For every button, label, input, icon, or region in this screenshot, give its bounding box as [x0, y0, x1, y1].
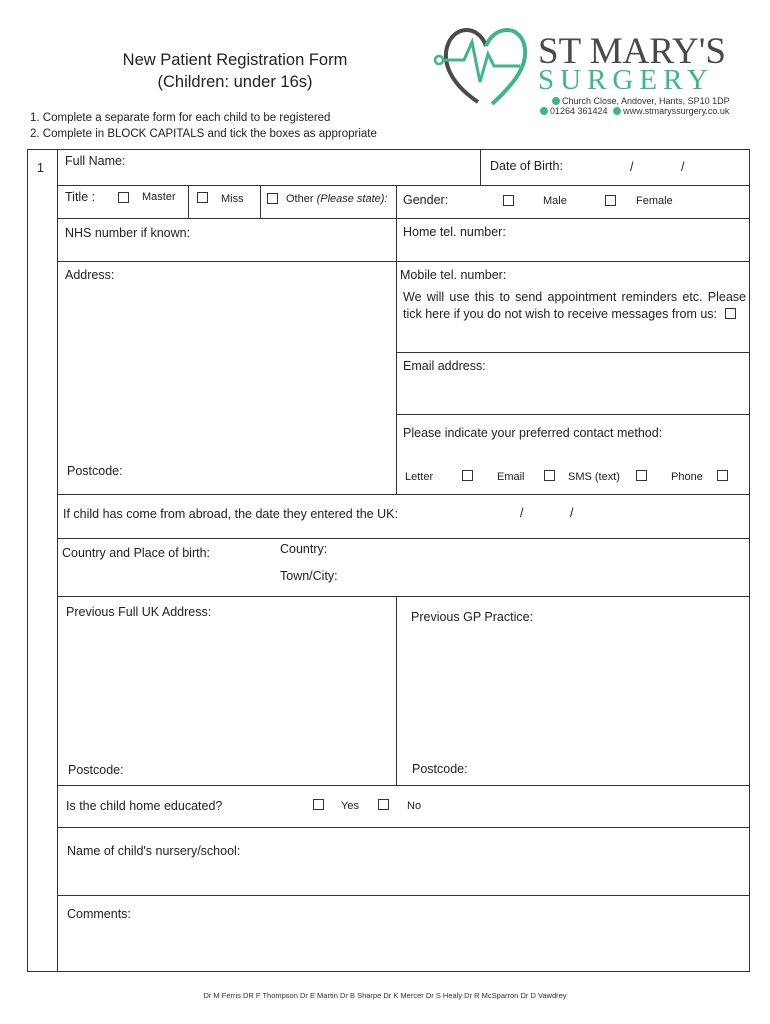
- line: [480, 149, 481, 185]
- mobile-note: We will use this to send appointment reminders etc. Please tick here if you do not wish to receive messages from us:: [403, 290, 746, 321]
- contact-letter-checkbox[interactable]: [462, 470, 473, 481]
- title-other-checkbox[interactable]: [267, 193, 278, 204]
- doctors-footer: Dr M Ferris DR F Thompson Dr E Martin Dr B Sharpe Dr K Mercer Dr S Healy Dr R McSparron Dr D Vawdrey: [203, 991, 567, 1000]
- comments-label: Comments:: [67, 907, 131, 921]
- gender-female-checkbox[interactable]: [605, 195, 616, 206]
- logo-address: Church Close, Andover, Hants, SP10 1DP: [552, 96, 730, 106]
- line: [57, 895, 750, 896]
- postcode-label: Postcode:: [67, 464, 123, 478]
- logo-website[interactable]: www.stmaryssurgery.co.uk: [623, 106, 730, 116]
- title-miss-checkbox[interactable]: [197, 192, 208, 203]
- line: [57, 827, 750, 828]
- town-label: Town/City:: [280, 569, 338, 583]
- home-educated-no-label: No: [407, 800, 422, 812]
- line: [260, 185, 261, 218]
- no-messages-checkbox[interactable]: [725, 308, 736, 319]
- line: [57, 538, 750, 539]
- line: [188, 185, 189, 218]
- logo-contact-line: [540, 106, 729, 116]
- globe-icon: [613, 107, 621, 115]
- gender-label: Gender:: [403, 193, 449, 207]
- line: [57, 785, 750, 786]
- line: [480, 185, 750, 186]
- home-educated-yes-checkbox[interactable]: [313, 799, 324, 810]
- contact-phone-checkbox[interactable]: [717, 470, 728, 481]
- line: [57, 596, 750, 597]
- contact-email-label: Email: [497, 471, 525, 483]
- dob-label: Date of Birth:: [490, 159, 563, 173]
- dob-slash-2: /: [681, 160, 685, 174]
- school-label: Name of child's nursery/school:: [67, 844, 241, 858]
- gp-postcode-label: Postcode:: [412, 762, 468, 776]
- instruction-1: 1. Complete a separate form for each child to be registered: [30, 112, 331, 124]
- location-icon: [552, 97, 560, 105]
- abroad-slash-1: /: [520, 506, 524, 520]
- prev-gp-label: Previous GP Practice:: [411, 610, 534, 624]
- mobile-label: Mobile tel. number:: [400, 268, 507, 282]
- dob-slash-1: /: [630, 160, 634, 174]
- address-label: Address:: [65, 268, 115, 282]
- line: [396, 185, 397, 494]
- logo-name-line2: SURGERY: [538, 64, 714, 96]
- title-miss-label: Miss: [221, 193, 244, 205]
- contact-letter-label: Letter: [405, 471, 434, 483]
- abroad-slash-2: /: [570, 506, 574, 520]
- line: [57, 185, 480, 186]
- home-educated-no-checkbox[interactable]: [378, 799, 389, 810]
- contact-phone-label: Phone: [671, 471, 703, 483]
- gender-female-label: Female: [636, 195, 673, 207]
- prev-postcode-label: Postcode:: [68, 763, 124, 777]
- contact-pref-label: Please indicate your preferred contact method:: [403, 426, 663, 440]
- title-label: Title :: [65, 190, 96, 204]
- line: [396, 352, 750, 353]
- line: [396, 596, 397, 785]
- prev-address-label: Previous Full UK Address:: [66, 605, 212, 619]
- home-educated-yes-label: Yes: [341, 800, 359, 812]
- gender-male-checkbox[interactable]: [503, 195, 514, 206]
- form-title: New Patient Registration Form: [122, 51, 348, 69]
- country-label: Country:: [280, 542, 328, 556]
- line: [57, 218, 750, 219]
- instruction-2: 2. Complete in BLOCK CAPITALS and tick the boxes as appropriate: [30, 128, 377, 140]
- logo-name-line1: ST MARY'S: [538, 31, 726, 72]
- line: [396, 414, 750, 415]
- full-name-label: Full Name:: [65, 154, 126, 168]
- birth-place-label: Country and Place of birth:: [62, 546, 210, 560]
- contact-sms-checkbox[interactable]: [636, 470, 647, 481]
- nhs-number-label: NHS number if known:: [65, 226, 191, 240]
- home-educated-label: Is the child home educated?: [66, 799, 223, 813]
- heart-pulse-logo-icon: [430, 20, 540, 110]
- line: [57, 261, 750, 262]
- logo-phone: 01264 361424: [550, 106, 608, 116]
- email-label: Email address:: [403, 359, 486, 373]
- contact-sms-label: SMS (text): [568, 471, 620, 483]
- abroad-label: If child has come from abroad, the date they entered the UK:: [63, 507, 398, 521]
- line: [57, 494, 750, 495]
- phone-icon: [540, 107, 548, 115]
- number-column-divider: [57, 149, 58, 972]
- form-subtitle: (Children: under 16s): [157, 73, 313, 91]
- contact-email-checkbox[interactable]: [544, 470, 555, 481]
- title-master-label: Master: [142, 191, 176, 203]
- home-tel-label: Home tel. number:: [403, 225, 506, 239]
- title-other-label: Other (Please state):: [286, 193, 388, 205]
- gender-male-label: Male: [543, 195, 567, 207]
- row-number: 1: [37, 161, 44, 175]
- title-master-checkbox[interactable]: [118, 192, 129, 203]
